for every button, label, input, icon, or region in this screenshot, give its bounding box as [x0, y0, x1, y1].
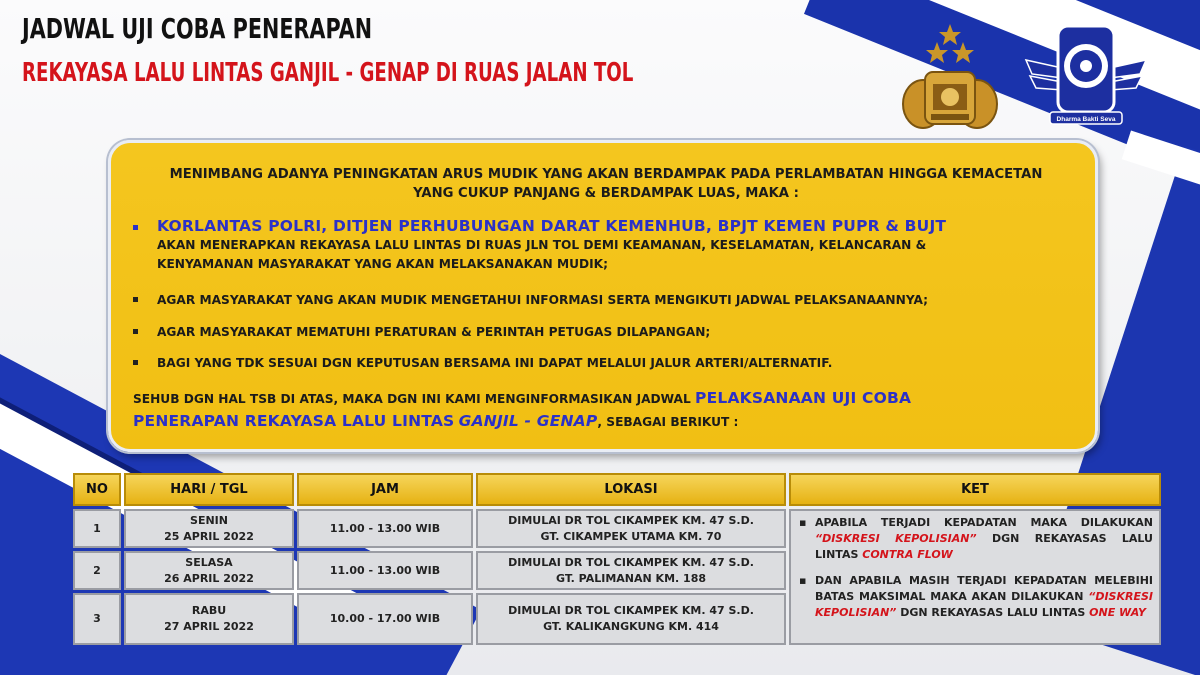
date-text: 25 APRIL 2022 [164, 529, 254, 543]
day-text: SENIN [190, 513, 228, 527]
cell-notes [789, 509, 1161, 645]
bullet-item [133, 354, 832, 373]
closing-part: SEHUB DGN HAL TSB DI ATAS, MAKA DGN INI KAMI MENGINFORMASIKAN JADWAL [133, 392, 691, 406]
cell-no: 1 [73, 509, 121, 548]
note-highlight: ONE WAY [1089, 606, 1146, 619]
intro-text: MENIMBANG ADANYA PENINGKATAN ARUS MUDIK YANG AKAN BERDAMPAK PADA PERLAMBATAN HINGGA KEMACETAN YANG CUKUP PANJANG & BERDAMPAK LUAS, MAKA : [169, 167, 1043, 201]
bullet-square-icon [133, 225, 138, 230]
col-header-no: NO [73, 473, 121, 506]
cell-date [124, 509, 294, 548]
location-line: GT. PALIMANAN KM. 188 [556, 571, 706, 585]
date-text: 27 APRIL 2022 [164, 620, 254, 633]
cell-time: 11.00 - 13.00 WIB [297, 509, 473, 548]
cell-location [476, 509, 786, 548]
page-title: JADWAL UJI COBA PENERAPAN [22, 12, 373, 45]
bullet-item [133, 217, 946, 274]
emblem-motto: Dharma Bakti Seva [1056, 116, 1116, 123]
closing-highlight: PENERAPAN REKAYASA LALU LINTAS [133, 412, 455, 430]
col-header-location: LOKASI [476, 473, 786, 506]
closing-end: , SEBAGAI BERIKUT : [597, 415, 739, 429]
note-item [797, 573, 1153, 621]
cell-no: 3 [73, 593, 121, 645]
cell-location [476, 593, 786, 645]
bullet-item [133, 323, 710, 342]
table-row [73, 509, 1161, 548]
col-header-date: HARI / TGL [124, 473, 294, 506]
bullet-text: AGAR MASYARAKAT YANG AKAN MUDIK MENGETAHUI INFORMASI SERTA MENGIKUTI JADWAL PELAKSANAANNYA; [157, 293, 929, 307]
bullet-square-icon [133, 329, 138, 334]
note-text: DAN APABILA MASIH TERJADI KEPADATAN MELEBIHI BATAS MAKSIMAL MAKA AKAN DILAKUKAN [815, 574, 1153, 603]
location-line: GT. KALIKANGKUNG KM. 414 [543, 620, 719, 633]
korlantas-emblem-icon [1022, 20, 1150, 128]
note-text: APABILA TERJADI KEPADATAN MAKA DILAKUKAN [815, 516, 1153, 529]
page-subtitle: REKAYASA LALU LINTAS GANJIL - GENAP DI RUAS JALAN TOL [22, 58, 634, 88]
date-text: 26 APRIL 2022 [164, 571, 254, 585]
bullet-square-icon: ▪ [799, 516, 807, 529]
location-line: DIMULAI DR TOL CIKAMPEK KM. 47 S.D. [508, 555, 754, 569]
note-highlight: CONTRA FLOW [862, 548, 953, 561]
day-text: RABU [191, 604, 227, 617]
bullet-line: AKAN MENERAPKAN REKAYASA LALU LINTAS DI RUAS JLN TOL DEMI KEAMANAN, KESELAMATAN, KELANCARAN & [157, 238, 927, 252]
location-line: DIMULAI DR TOL CIKAMPEK KM. 47 S.D. [508, 604, 754, 617]
polri-emblem-icon [895, 22, 1005, 132]
bullet-square-icon [133, 360, 138, 365]
cell-no: 2 [73, 551, 121, 590]
cell-date [124, 593, 294, 645]
closing-highlight-italic: GANJIL - GENAP [458, 412, 598, 430]
bullet-head: KORLANTAS POLRI, DITJEN PERHUBUNGAN DARAT KEMENHUB, BPJT KEMEN PUPR & BUJT [157, 217, 947, 235]
bullet-square-icon [133, 297, 138, 302]
info-panel [108, 140, 1098, 452]
location-line: DIMULAI DR TOL CIKAMPEK KM. 47 S.D. [508, 513, 754, 527]
bullet-item [133, 291, 928, 310]
note-highlight: “DISKRESI KEPOLISIAN” [815, 532, 977, 545]
cell-location [476, 551, 786, 590]
note-item [797, 515, 1153, 563]
note-text: DGN REKAYASAS LALU LINTAS [815, 532, 1153, 561]
col-header-time: JAM [297, 473, 473, 506]
note-highlight: “DISKRESI KEPOLISIAN” [815, 590, 1153, 619]
cell-time: 11.00 - 13.00 WIB [297, 551, 473, 590]
closing-text [133, 387, 1083, 433]
bullet-square-icon: ▪ [799, 574, 807, 587]
bullet-text: BAGI YANG TDK SESUAI DGN KEPUTUSAN BERSAMA INI DAPAT MELALUI JALUR ARTERI/ALTERNATIF. [157, 356, 833, 370]
closing-highlight: PELAKSANAAN UJI COBA [695, 389, 912, 407]
col-header-notes: KET [789, 473, 1161, 506]
cell-date [124, 551, 294, 590]
schedule-table [70, 470, 1164, 648]
bullet-line: KENYAMANAN MASYARAKAT YANG AKAN MELAKSANAKAN MUDIK; [157, 257, 608, 271]
table-header-row [73, 473, 1161, 506]
bullet-text: AGAR MASYARAKAT MEMATUHI PERATURAN & PERINTAH PETUGAS DILAPANGAN; [157, 325, 711, 339]
cell-time: 10.00 - 17.00 WIB [297, 593, 473, 645]
location-line: GT. CIKAMPEK UTAMA KM. 70 [540, 529, 722, 543]
note-text: DGN REKAYASAS LALU LINTAS [900, 606, 1086, 619]
day-text: SELASA [185, 555, 233, 569]
